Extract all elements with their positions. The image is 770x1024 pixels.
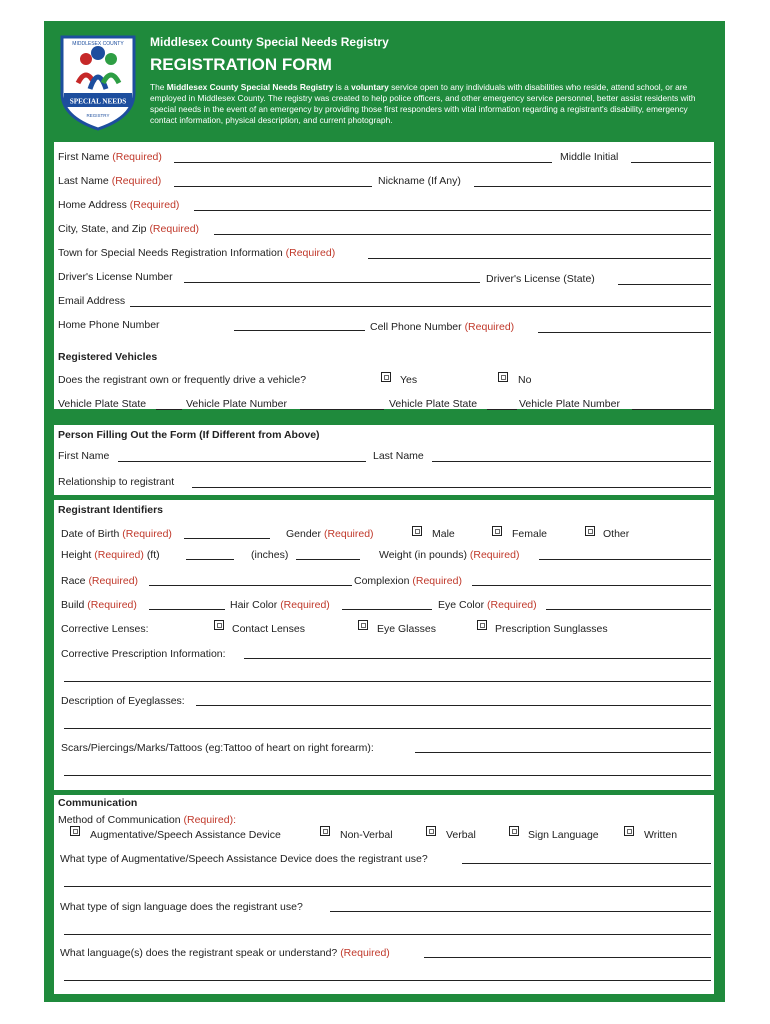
female-checkbox[interactable] [492,526,502,536]
vehicles-heading: Registered Vehicles [58,351,158,363]
plate-number-label-2: Vehicle Plate Number [519,398,620,410]
verbal-label: Verbal [446,829,476,841]
last-name-field[interactable] [174,186,372,187]
filler-first-name-field[interactable] [118,461,366,462]
dob-field[interactable] [184,538,270,539]
email-field[interactable] [130,306,711,307]
middle-initial-field[interactable] [631,162,711,163]
contact-lenses-label: Contact Lenses [232,623,305,635]
city-state-zip-field[interactable] [214,234,711,235]
vehicles-section [54,347,714,409]
cell-phone-label: Cell Phone Number (Required) [370,321,515,333]
plate-number-field-2[interactable] [632,409,711,410]
nickname-label: Nickname (If Any) [378,175,461,187]
device-answer-field-2[interactable] [64,886,711,887]
sign-language-label: Sign Language [528,829,599,841]
height-label: Height (Required) (ft) [61,549,160,561]
town-field[interactable] [368,258,711,259]
logo-top-text: MIDDLESEX COUNTY [72,41,124,47]
eye-glasses-label: Eye Glasses [377,623,436,635]
corrective-lenses-label: Corrective Lenses: [61,623,149,635]
eye-color-label: Eye Color (Required) [438,599,537,611]
relationship-field[interactable] [192,487,711,488]
device-answer-field[interactable] [462,863,711,864]
scars-field-2[interactable] [64,775,711,776]
city-state-zip-label: City, State, and Zip (Required) [58,223,200,235]
filler-heading: Person Filling Out the Form (If Different from Above) [58,429,320,441]
logo-bottom-text: REGISTRY [86,113,110,118]
hair-color-field[interactable] [342,609,432,610]
email-label: Email Address [58,295,126,307]
home-address-field[interactable] [194,210,711,211]
language-answer-field-2[interactable] [64,980,711,981]
identifiers-heading: Registrant Identifiers [58,504,164,516]
language-question: What language(s) does the registrant speak or understand? (Required) [60,947,390,959]
dob-label: Date of Birth (Required) [61,528,172,540]
device-question: What type of Augmentative/Speech Assistance Device does the registrant use? [60,853,428,865]
home-phone-field[interactable] [234,330,365,331]
written-checkbox[interactable] [624,826,634,836]
other-checkbox[interactable] [585,526,595,536]
gender-label: Gender (Required) [286,528,374,540]
eyeglasses-desc-label: Description of Eyeglasses: [61,695,185,707]
identifiers-section [54,500,714,790]
complexion-field[interactable] [472,585,711,586]
prescription-sunglasses-label: Prescription Sunglasses [495,623,608,635]
intro-text: The Middlesex County Special Needs Registry is a voluntary service open to any individuals with disabilities who reside, attend school, or are employed in Middlesex County. The registry was created to help police officers, and other emergency service personnel, better assist residents with special needs in the event of an emergency by providing those first responders with vital information regarding a registrant's disability, emergency contact information, physical description, and current photograph. [150,82,696,125]
communication-heading: Communication [58,797,138,809]
eye-glasses-checkbox[interactable] [358,620,368,630]
form-title: REGISTRATION FORM [150,55,332,74]
verbal-checkbox[interactable] [426,826,436,836]
form-frame [44,21,725,1002]
dl-state-label: Driver's License (State) [486,273,595,285]
method-label: Method of Communication (Required): [58,814,237,826]
female-label: Female [512,528,548,540]
relationship-label: Relationship to registrant [58,476,175,488]
prescription-info-field[interactable] [244,658,711,659]
augmentative-label: Augmentative/Speech Assistance Device [90,829,281,841]
filler-last-name-field[interactable] [432,461,711,462]
first-name-label: First Name (Required) [58,151,162,163]
last-name-label: Last Name (Required) [58,175,162,187]
height-ft-field[interactable] [186,559,234,560]
dl-state-field[interactable] [618,284,711,285]
prescription-info-label: Corrective Prescription Information: [61,648,226,660]
home-phone-label: Home Phone Number [58,319,160,331]
form-header [44,21,725,139]
dl-number-label: Driver's License Number [58,271,173,283]
plate-number-field-1[interactable] [300,409,384,410]
vehicle-no-checkbox[interactable] [498,372,508,382]
augmentative-checkbox[interactable] [70,826,80,836]
first-name-field[interactable] [174,162,552,163]
scars-label: Scars/Piercings/Marks/Tattoos (eg:Tattoo of heart on right forearm): [61,742,374,754]
vehicle-yes-checkbox[interactable] [381,372,391,382]
race-label: Race (Required) [61,575,139,587]
vehicle-yes-label: Yes [400,374,418,386]
inches-label: (inches) [251,549,289,561]
filler-first-name-label: First Name [58,450,110,462]
plate-state-label-1: Vehicle Plate State [58,398,147,410]
eyeglasses-desc-field-2[interactable] [64,728,711,729]
weight-label: Weight (in pounds) (Required) [379,549,520,561]
scars-field[interactable] [415,752,711,753]
filler-section [54,425,714,495]
nickname-field[interactable] [474,186,711,187]
logo-main-text: SPECIAL NEEDS [69,97,127,106]
personal-info-section [54,142,714,365]
prescription-info-field-2[interactable] [64,681,711,682]
registry-logo [56,31,140,131]
home-address-label: Home Address (Required) [58,199,180,211]
prescription-sunglasses-checkbox[interactable] [477,620,487,630]
complexion-label: Complexion (Required) [354,575,462,587]
agency-name: Middlesex County Special Needs Registry [150,35,389,49]
non-verbal-label: Non-Verbal [340,829,393,841]
sign-question: What type of sign language does the registrant use? [60,901,303,913]
language-answer-field[interactable] [424,957,711,958]
vehicle-question: Does the registrant own or frequently drive a vehicle? [58,374,307,386]
build-field[interactable] [149,609,225,610]
hair-color-label: Hair Color (Required) [230,599,330,611]
sign-answer-field[interactable] [330,911,711,912]
cell-phone-field[interactable] [538,332,711,333]
male-checkbox[interactable] [412,526,422,536]
communication-section [54,795,714,994]
vehicle-no-label: No [518,374,532,386]
plate-number-label-1: Vehicle Plate Number [186,398,287,410]
height-inches-field[interactable] [296,559,360,560]
sign-language-checkbox[interactable] [509,826,519,836]
weight-field[interactable] [539,559,711,560]
eye-color-field[interactable] [546,609,711,610]
sign-answer-field-2[interactable] [64,934,711,935]
eyeglasses-desc-field[interactable] [196,705,711,706]
male-label: Male [432,528,455,540]
middle-initial-label: Middle Initial [560,151,619,163]
contact-lenses-checkbox[interactable] [214,620,224,630]
plate-state-field-1[interactable] [156,409,182,410]
filler-last-name-label: Last Name [373,450,424,462]
written-label: Written [644,829,678,841]
race-field[interactable] [149,585,352,586]
plate-state-label-2: Vehicle Plate State [389,398,478,410]
build-label: Build (Required) [61,599,137,611]
non-verbal-checkbox[interactable] [320,826,330,836]
plate-state-field-2[interactable] [487,409,517,410]
other-label: Other [603,528,630,540]
town-label: Town for Special Needs Registration Information (Required) [58,247,336,259]
dl-number-field[interactable] [184,282,480,283]
